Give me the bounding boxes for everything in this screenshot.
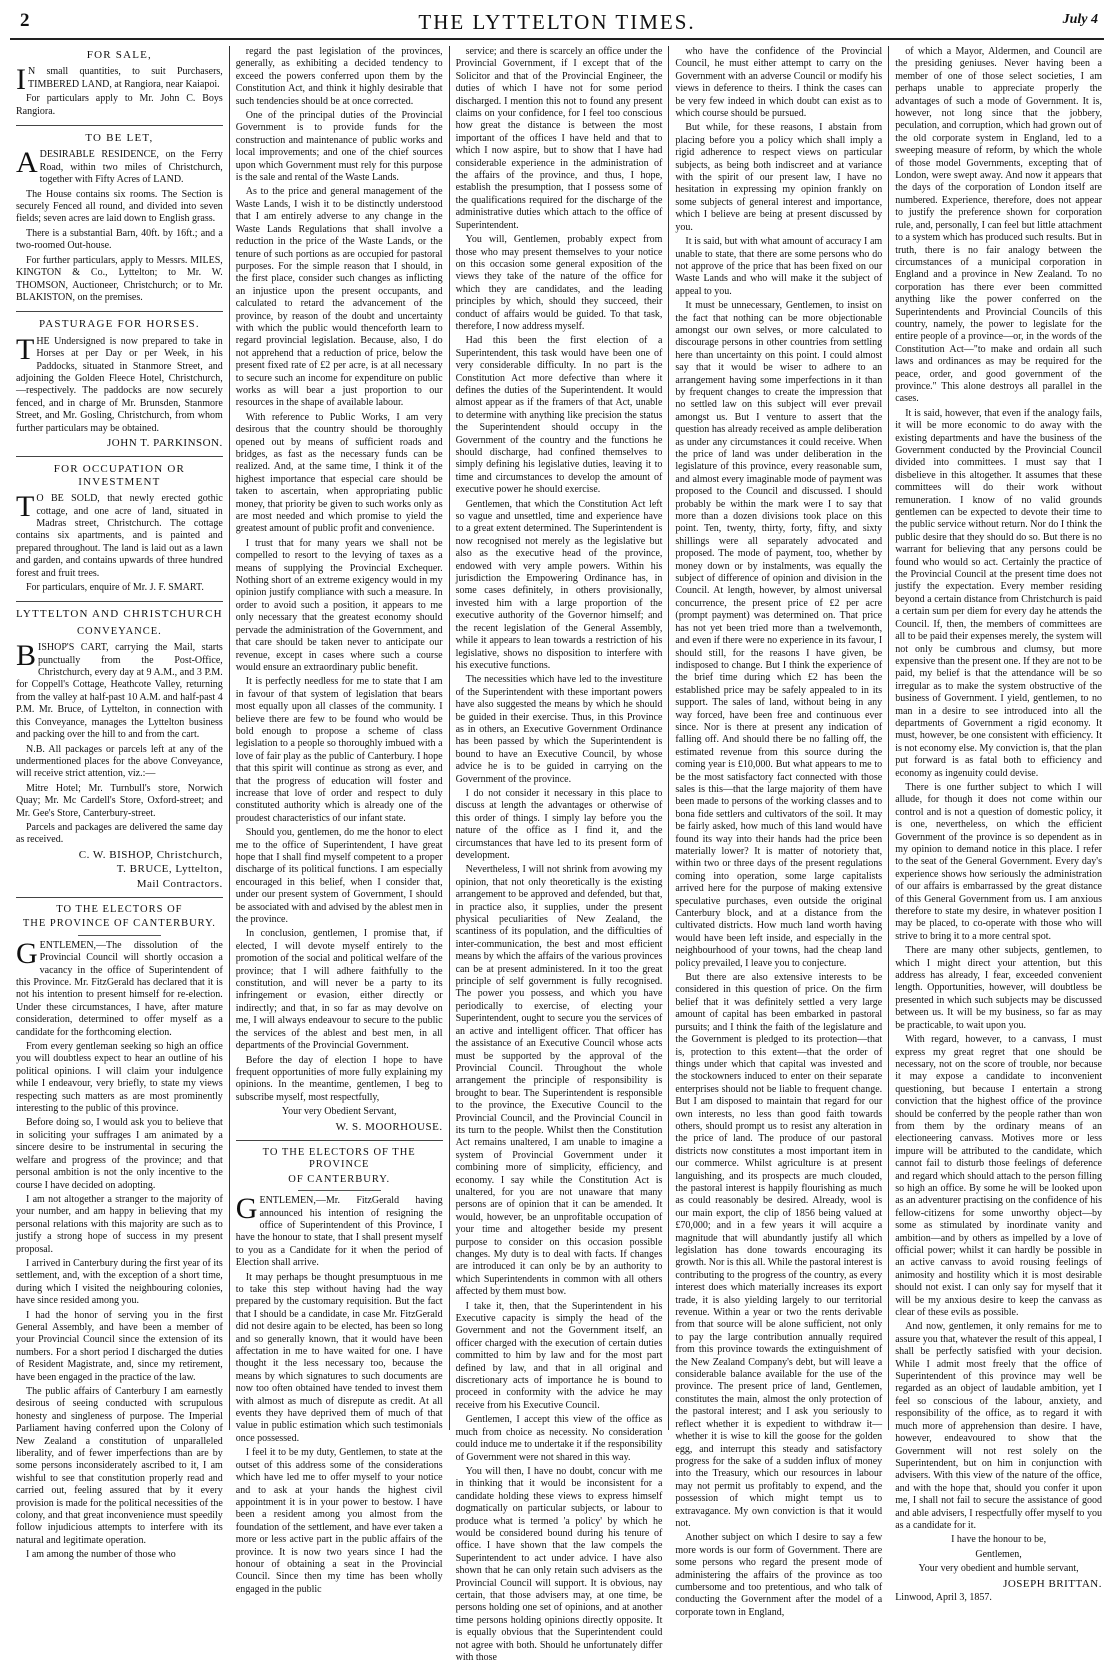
article-paragraph: It is said, but with what amount of accuracy I am unable to state, that there are some persons who do not approve of the price that has been fixed on our Waste Lands and who will make it the subject of appeal to you.	[675, 236, 883, 297]
ad-signature: JOHN T. PARKINSON.	[107, 436, 223, 449]
article-paragraph: Before doing so, I would ask you to believe that in soliciting your suffrages I am animated by a sincere desire to be instrumental in securing the welfare and progress of the province; and that personal ambition is not the only incentive to the course I have decided on adopting.	[16, 1117, 223, 1191]
article-paragraph: But there are also extensive interests to be considered in this question of price. On the firm belief that it was definitely settled a very large amount of capital has been embarked in pastoral pursuits; and I think the faith of the legislature and the Government is pledged to its protection—that is, protection to this extent—that the order of things under which that capital was invested and the stockowners induced to enter on their separate enterprises should not be liable to frequent change. But I am disposed to maintain that regard for our own interests, no less than good faith towards others, should prompt us to resist any alteration in the price of land. The produce of our pastoral districts now constitutes a most important item in our commerce. Whilst agriculture is at present languishing, and its prospects are much clouded, the pastoral interest is happily flourishing as much as could reasonably be desired. Already, wool is our main export, the clip of 1856 being valued at £70,000; and in a few years it will acquire a magnitude that will abundantly justify all which legislation has done towards encouraging its growth. Nor is this all. While the pastoral interest is contributing to the progress of the country, as every interest does which materially increases its export trade, it is also yielding largely to our territorial revenue. Within a year or two the rents derivable from that source will be alone sufficient, not only to pay the large contribution annually required from this province towards the extinguishment of the New Zealand Company's debt, but will leave a considerable balance available for the use of the province. The present price of land, Gentlemen, constitutes the main, almost the only protection of the pastoral interest; and I ask you seriously to reflect whether it is expedient to withdraw it—whether it is wise to kill the goose for the golden egg, and interrupt this steady and satisfactory progress for the sake of a sudden influx of money into the Treasury, which our resources in labour may not permit us profitably to expend, and the possession of which might tempt us to extravagance. My own conviction is that it would not.	[675, 972, 883, 1529]
article-paragraph: You will, Gentlemen, probably expect from those who may present themselves to your notice on this occasion some general exposition of the views they take of the nature of the office for which they are candidates, and the leading principles by which, should they succeed, their conduct of affairs would be guided. To that task, therefore, I now address myself.	[455, 234, 663, 332]
article-paragraph: With regard, however, to a canvass, I must express my great regret that one should be necessary, not on the score of trouble, nor because it may expose a candidate to inconvenient questioning, but because I entertain a strong conviction that the highest office of the province should be conferred by the people rather than won from them by the ordinary means of an electioneering canvass. Motives more or less impure will be attributed to the candidate, which cannot fail to disturb those feelings of deference and regard which should attach to the person filling so high an office. By some he will be looked upon as an adventurer practising on the confidence of his fellow-citizens for some unworthy object—by some as stimulated by inordinate vanity and ambition—and by others as impelled by a love of official power; whilst it can hardly be possible in an active canvass to avoid rousing feelings of animosity and hostility which it is most desirable should not exist. I can only say for myself that it will be my anxious desire to keep the canvass as clear of these evils as possible.	[895, 1034, 1102, 1319]
article-dateline: Linwood, April 3, 1857.	[895, 1591, 992, 1603]
article-paragraph: You will then, I have no doubt, concur with me in thinking that it would be inconsistent for a candidate holding these views to express himself dogmatically on particular subjects, or labour to produce what is termed 'a policy' by which he would be considered bound during his tenure of office. I have shown that the law compels the Superintendent to act under advice. I have also shown that he can only retain such advisers as the Provincial Council will support. It is obvious, nay certain, that those advisers may, at one time, be persons holding one set of opinions, and at another time persons holding opinions directly opposite. It is equally obvious that the Superintendent could not agree with both. Should he unfortunately differ with those	[455, 1465, 663, 1663]
article-heading: THE PROVINCE OF CANTERBURY.	[22, 918, 216, 930]
ad-text: BISHOP'S CART, carrying the Mail, starts punctually from the Post-Office, Christchurch, every day at 9 A.M., and 3 P.M. for Coppell's Cottage, Heathcote Valley, returning from the valley at half-past 10 A.M. and half-past 4 P.M. Mr. Bruce, of Lyttelton, in connection with this Conveyance, manages the Lyttelton business and packing over the hill to and from the cart.	[16, 639, 223, 741]
article-heading: OF CANTERBURY.	[288, 1173, 391, 1185]
ad-to-be-let	[16, 132, 223, 312]
article-paragraph: As to the price and general management of the Waste Lands, I wish it to be distinctly understood that I am entirely adverse to any change in the Waste Lands Regulations that shall involve a reduction in the price of the Waste Lands, or the tenure of such portions as are occupied for pastoral purposes. For the simple reason that I should, in the first place, consider such changes as inflicting an injustice upon the present occupants, and calculated to retard the advancement of the province, by reason of the doubt and uncertainty with which the public would thenceforth learn to regard provincial legislation. Because, also, I do not apprehend that a reduction of price, below the present fixed rate of £2 per acre, is at all necessary to secure such an income for expenditure on public works as will bear a just proportion to our resources in the shape of available labour.	[235, 186, 443, 409]
ad-conveyance	[16, 608, 223, 898]
article-paragraph: of which a Mayor, Aldermen, and Council are the presiding geniuses. Never having been a member of one of those select societies, I am perhaps unable to appreciate properly the advantages of such a mode of Government. It is, however, not long since that the jobbery, peculation, and corruption, which had grown out of the old corporate system in England, led to a sweeping measure of reform, by which the whole of those model Governments, excepting that of London, were swept away. And now it appears that the days of the corporation of London itself are numbered. Experience, therefore, does not appear to justify the preference shown for corporation rule, and, personally, I can feel but little attachment to a system which has produced such results. But in truth, there is no fair analogy between the circumstances of a municipal corporation in England and a province in New Zealand. To no corporation has there ever been committed anything like the power conferred on the Superintendents and Provincial Councils of this country, namely, the power to legislate for the entire people of a province—or, in the words of the Constitution Act—"to make and ordain all such laws and ordinances as may be required for the peace, order, and good government of the province." This alone destroys all parallel in the cases.	[895, 46, 1102, 405]
article-closing: Gentlemen,	[975, 1548, 1022, 1560]
article-paragraph: Should you, gentlemen, do me the honor to elect me to the office of Superintendent, I have great hope that I shall find myself competent to a proper discharge of its political functions. I am especially encouraged in this belief, when I consider that, under our present system of Government, I should be associated with and advised by the ablest men in the province.	[235, 827, 443, 926]
article-closing: I have the honour to be,	[951, 1534, 1047, 1546]
issue-date: July 4	[1062, 12, 1098, 27]
ad-text: The House contains six rooms. The Section is securely Fenced all round, and divided into seven fields; seven acres are laid down to English grass.	[16, 188, 223, 225]
article-paragraph: It is said, however, that even if the analogy fails, it will be more economic to do away with the existing departments and have the business of the Government conducted by the Provincial Council divided into committees. I must say that I disbelieve in this altogether. It assumes that these committees will do their work without remuneration. I know of no valid grounds gentlemen can be expected to devote their time to the public service without return. Nor do I think the public desire that they should do so. But there is no warrant for believing that any persons could be found who would so act. Certainly the practice of the Provincial Council at the present time does not justify the expectation. Every member residing beyond a certain distance from Christchurch is paid a certain sum per diem for every day he attends the Council. If, then, the members of committees are all to be paid their expenses merely, the system will not only be cumbrous and clumsy, but more expensive than the present one. If they are not to be paid, my belief is that the attendance will be so irregular as to make the system obstructive of the business of Government. I yield, gentlemen, to no man in a desire to see introduced into all the departments of Government a rigid economy. It must, however, be one consistent with efficiency. It is not economy else. My conviction is, that the plan put forward is as fatal both to efficiency and economy as ingenuity could devise.	[895, 407, 1102, 779]
article-paragraph: regard the past legislation of the provinces, generally, as exhibiting a decided tendency to exceed the powers conferred upon them by the Constitution Act, and think it highly desirable that such tendencies should be at once corrected.	[235, 46, 443, 107]
article-paragraph: With reference to Public Works, I am very desirous that the country should be thoroughly opened out by means of sufficient roads and bridges, as fast as the necessary funds can be realized. And, at the same time, I think it of the highest importance that especial care should be taken to ascertain, when appropriating public money, that priority be given to such works only as are most needed and which promise to yield the greatest amount of public profit and convenience.	[235, 411, 443, 535]
article-paragraph: It must be unnecessary, Gentlemen, to insist on the fact that nothing can be more objectionable amongst our own selves, or more calculated to discourage persons in other countries from settling here than uncertainty on this point. I could almost say that it would be wiser to adhere to an arrangement having some imperfections in it than by frequent changes to create the impression that no settled law on this subject will ever prevail amongst us. But I venture to assert that the question has already received as ample deliberation as under any circumstances it could receive. When the price of land was under deliberation in the legislature of this province, every reasonable sum, and almost every imaginable mode of payment was proposed to the Council and discussed. I should probably be within the mark were I to say that more than a dozen divisions took place on this point. Ten, twenty, thirty, forty, fifty, and sixty shillings were all separately advocated and proposed. The mode of payment, too, whether by money down or by instalments, was equally the subject of difference of opinion and division in the Council. At length, however, by almost universal concurrence, the present price of £2 per acre (prompt payment) was determined on. That price has not yet been tried more than a twelvemonth, and even if there were no experience in its favour, I should still, for the reasons I have given, be indisposed to change. But I think the experience of the brief time during which £2 has been the established price may be safely appealed to in its support. The sales of land, without being in any way forced, have been free and continuous ever since. Nor is there at present any indication of falling off. And should there be no falling off, the estimated revenue from this source during the coming year is £10,000. But what appears to me to be the most satisfactory fact connected with those sales is this—that the large majority of them have been made to persons of the working classes and to bona fide settlers and cultivators of the soil. It may be fairly asked, how much of this land would have found its way into their hands had the price been materially lower? It is matter of notoriety that, within two or three days of the present regulations coming into operation, some large capitalists arrived here for the purpose of making extensive speculative purchases, even outside the original Canterbury block, and at a distance from the cultivated districts. How much land worth having would have been left inside, and especially in the neighbourhood of your towns, had the cheap land policy prevailed, I leave you to conjecture.	[675, 300, 883, 969]
ad-heading: PASTURAGE FOR HORSES.	[38, 318, 200, 331]
newspaper-title: THE LYTTELTON TIMES.	[418, 10, 696, 34]
divider	[298, 1190, 381, 1191]
article-paragraph: I am among the number of those who	[26, 1549, 176, 1561]
article-paragraph: Before the day of election I hope to have frequent opportunities of more fully explaining my opinions. In the meantime, gentlemen, I beg to subscribe myself, most respectfully,	[235, 1054, 443, 1103]
article-paragraph: There is one further subject to which I will allude, for though it does not come within our control and is not a question of domestic policy, it is one, nevertheless, on which the efficient Government of the province is so dependent as in my opinion to demand notice in this place. I refer to the seat of the General Government. Every day's experience shows how seriously the administration of our affairs is embarrassed by the great distance of this General Government from us. I am anxious therefore to state my desire, in whatever position I may be placed, to co-operate with those who will strive to bring it to a more central spot.	[895, 781, 1102, 942]
ad-occupation	[16, 463, 223, 602]
ad-pasturage	[16, 318, 223, 457]
ad-text: N.B. All packages or parcels left at any of the undermentioned places for the above Conveyance, will receive strict attention, viz.:—	[16, 743, 223, 780]
article-paragraph: Nevertheless, I will not shrink from avowing my opinion, that not only theoretically is the existing arrangement to be approved and defended, but that, in practice also, it supplies, under the present physical peculiarities of New Zealand, the scantiness of its population, and the difficulties of inter-communication, the best and most efficient means by which the affairs of the various provinces can be at present administered. In it too the great principle of self government is fully recognised. The power you possess, and which you have periodically to exercise, of electing your Superintendent, ought to secure you the services of an active and intelligent officer. That officer has the assistance of an Executive Council whose acts must be supported by the approval of the Provincial Council. Throughout the whole arrangement the principle of responsibility is brought to bear. The Superintendent is responsible to the province, the Executive Council to the Provincial Council, and the Provincial Council in its turn to the people. Whilst then the Constitution Act remains unaltered, I am unable to imagine a system of Provincial Government under it combining more of simplicity, efficiency, and economy. I say while the Constitution Act is unaltered, for you are not unaware that many persons are of opinion that it can be amended. It would, however, be an unprofitable occupation of your time and altogether beside my present purpose to consider on this occasion possible changes. My duty is to deal with facts. If changes are introduced it can only be by an authority to which Superintendents in common with all others affected by them must bow.	[455, 864, 663, 1298]
article-paragraph: I do not consider it necessary in this place to discuss at length the advantages or otherwise of this order of things. I simply lay before you the nature of the office as I find it, and the circumstances that have led to its present form of development.	[455, 787, 663, 861]
article-closing: Your very obedient and humble servant,	[918, 1563, 1079, 1575]
address-brittan-start	[236, 1147, 443, 1603]
article-paragraph: It may perhaps be thought presumptuous in me to take this step without having had the way prepared by the customary requisition. But the fact that I should be a candidate, in case Mr. FitzGerald did not desire again to be elected, has been so long and so generally known, that it would have been affectation in me to have waited for one. I have thought it the less necessary too, because the means by which signatures to such documents are now too often obtained have tended to invest them with almost as much of disrepute as credit. At all events they have deprived them of much of that value in public estimation which such testimonials once possessed.	[235, 1271, 443, 1444]
ad-text: For particulars apply to Mr. John C. Boys Rangiora.	[16, 93, 223, 117]
article-paragraph: But while, for these reasons, I abstain from placing before you a policy which shall imply a rigid adherence to respect views on particular subjects, as being both indiscreet and at variance with the spirit of our present law, I have no hesitation in expressing my opinion frankly on some subjects of general interest and importance, which I believe are being at present discussed by you.	[675, 122, 883, 233]
article-paragraph: I feel it to be my duty, Gentlemen, to state at the outset of this address some of the considerations which have led me to offer myself to your notice and to ask at your hands the highest civil appointment it is in your power to bestow. I have been a resident among you almost from the foundation of the settlement, and have ever taken a more or less active part in the public affairs of the province. It is now two years since I had the honour of obtaining a seat in the Provincial Council. Since then my time has been wholly engaged in the public	[235, 1447, 443, 1595]
article-paragraph: There are many other subjects, gentlemen, to which I might direct your attention, but this address has already, I fear, exceeded convenient length. Opportunities, however, will doubtless be presented in which such subjects may be discussed between us. It will be my business, so far as may be practicable, to wait upon you.	[895, 945, 1102, 1031]
ad-text: ADESIRABLE RESIDENCE, on the Ferry Road, within two miles of Christchurch, together with Fifty Acres of LAND.	[16, 146, 223, 186]
ad-text: For particulars, enquire of Mr. J. F. SMART.	[26, 582, 204, 594]
article-paragraph: I trust that for many years we shall not be compelled to resort to the levying of taxes as a means of supplying the Provincial Exchequer. Nothing short of an extreme exigency would in my opinion justify compliance with such a measure. In order to avoid such a position, it appears to me only necessary that the greatest economy should pervade the administration of the Government, and that care should be taken never to anticipate our revenue, except in cases where such a course would ensure an extraordinary public benefit.	[235, 537, 443, 673]
article-heading: TO THE ELECTORS OF	[56, 903, 183, 915]
ad-text: For further particulars, apply to Messrs. MILES, KINGTON & Co., Lyttelton; to Mr. W. THOMSON, Auctioneer, Christchurch; or to Mr. BLAKISTON, on the premises.	[16, 254, 223, 303]
ad-signature: T. BRUCE, Lyttelton,	[116, 863, 223, 876]
address-moorhouse-start	[16, 904, 223, 1569]
article-paragraph: Had this been the first election of a Superintendent, this task would have been one of very considerable difficulty. In no part is the Constitution Act more defective than where it defines the duties of the Superintendent. It would almost appear as if the framers of that Act, unable to determine with anything like precision the status the Superintendent should occupy in the Government of the country and the functions he should discharge, had confined themselves to simply defining his legislative duties, leaving it to time and circumstances to develop the amount of executive power he should exercise.	[455, 335, 663, 496]
ad-text: IN small quantities, to suit Purchasers, TIMBERED LAND, at Rangiora, near Kaiapoi.	[16, 63, 223, 97]
article-paragraph: who have the confidence of the Provincial Council, he must either attempt to carry on the Government with an adverse Council or modify his views in deference to theirs. I think the cases can be very few indeed in which doubt can exist as to which course should be pursued.	[675, 46, 883, 120]
article-heading: TO THE ELECTORS OF THE PROVINCE	[262, 1146, 416, 1171]
article-paragraph: GENTLEMEN,—Mr. FitzGerald having announced his intention of resigning the office of Superintendent of this Province, I have the honour to state, that I shall present myself to you as a Candidate for it when the period of Election shall arrive.	[235, 1192, 443, 1269]
page-number: 2	[20, 10, 30, 31]
article-signature: W. S. MOORHOUSE.	[335, 1120, 443, 1133]
column-4	[669, 46, 889, 1618]
article-paragraph: service; and there is scarcely an office under the Provincial Government, if I except that of the Solicitor and that of the Provincial Engineer, the duties of which I have not for some period discharged. I mention this not to found any present claims on your confidence, for I feel too conscious how great the distance is between the most important of the offices I have held and that to which I now aspire, but to show that I have had considerable experience in the administration of the affairs of the province, and thus, I hope, establish the presumption, that I possess some of the qualifications required for the discharge of the administrative duties which attach to the office of Superintendent.	[455, 46, 663, 231]
article-paragraph: Another subject on which I desire to say a few more words is our form of Government. There are some persons who regard the present mode of administering the affairs of the province as too cumbersome and too pretentious, and who talk of conducting the Government after the model of a corporate town in England,	[675, 1532, 883, 1618]
ad-text: THE Undersigned is now prepared to take in Horses at per Day or per Week, in his Paddocks, situated in Stanmore Street, and adjoining the Golden Fleece Hotel, Christchurch,—respectively. The paddocks are now securely fenced, and in charge of Mr. Brunsden, Stanmore Street, and Mr. Gosling, Christchurch, from whom further particulars may be obtained.	[16, 332, 223, 434]
ad-for-sale	[16, 49, 223, 126]
column-1	[10, 46, 230, 1561]
article-paragraph: I am not altogether a stranger to the majority of your number, and am happy in believing that my personal relations with this majority are such as to justify a strong hope of success in my present proposal.	[16, 1193, 223, 1255]
article-paragraph: The public affairs of Canterbury I am earnestly desirous of seeing conducted with scrupulous honesty and singleness of purpose. The Imperial Parliament having conferred upon the Colony of New Zealand a constitution of unparalleled liberality, and of fewer imperfections than are by some persons inconsiderately ascribed to it, I am wishful to see that constitution properly read and carried out, feeling assured that by it every provision is made for the political necessities of the colony, and that great inconvenience must speedily follow injudicious attempts to interfere with its natural and legitimate operation.	[16, 1386, 223, 1546]
column-3	[450, 46, 670, 1663]
ad-heading: TO BE LET,	[85, 132, 154, 145]
article-paragraph: The necessities which have led to the investiture of the Superintendent with these important powers have also suggested the means by which he should be guided in their exercise. Thus, in this Province as in others, an Executive Government Ordinance has been passed by which the Superintendent is bound to have an Executive Council, by whose advice he is to be guided in carrying on the Government of the province.	[455, 674, 663, 785]
article-paragraph: Gentlemen, I accept this view of the office as much from choice as necessity. No consideration could induce me to undertake it if the responsibility of Government were not shared in this way.	[455, 1414, 663, 1463]
article-closing: Your very Obedient Servant,	[281, 1106, 397, 1118]
article-paragraph: And now, gentlemen, it only remains for me to assure you that, whatever the result of this appeal, I shall be perfectly satisfied with your decision. While I admit most freely that the office of Superintendent of this province may well be regarded as an object of laudable ambition, yet I feel so conscious of the labour, anxiety, and responsibility of the office, as to regard it with much more of apprehension than desire. I have, however, endeavoured to show that the Government will not rest solely on the Superintendent, but on him in conjunction with advisers. With this view of the nature of the office, and with the hope that, should you confer it upon me, I shall not fail to secure the assistance of good and able advisers, I respectfully offer myself to you as a candidate for it.	[895, 1321, 1102, 1531]
ad-heading: LYTTELTON AND CHRISTCHURCH	[16, 608, 223, 621]
article-paragraph: I had the honor of serving you in the first General Assembly, and have been a member of your Provincial Council since the extension of its numbers. For a short period I discharged the duties of Resident Magistrate, and, since my retirement, have been engaged in the practice of the law.	[16, 1309, 223, 1383]
ad-subheading: CONVEYANCE.	[77, 625, 162, 637]
column-2	[230, 46, 450, 1595]
article-paragraph: I take it, then, that the Superintendent in his Executive capacity is simply the head of the Government and not the Government itself, an officer charged with the execution of certain duties committed to him by law and for the most part defined by law, and that in all original and discretionary acts of importance he is bound to proceed in conformity with the advice he may receive from his Executive Council.	[455, 1300, 663, 1411]
article-paragraph: Gentlemen, that which the Constitution Act left so vague and unsettled, time and experience have to a great extent determined. The Superintendent is now recognised not merely as the legislative but also as the executive head of the province, endowed with very ample powers. Within his jurisdiction the Empowering Ordinance has, in some cases definitely, in others provisionally, invested him with a large proportion of the executive authority of the Governor himself; and the recent legislation of the General Assembly, while it appears to lean towards a restriction of his legislative, shows no disposition to interfere with his executive functions.	[455, 498, 663, 671]
columns	[10, 46, 1108, 1663]
column-5	[889, 46, 1108, 1603]
article-paragraph: From every gentleman seeking so high an office you will doubtless expect to hear an outline of his political opinions. I will claim your indulgence while I endeavour, very briefly, to state my views respecting such matters as are most prominently interesting to the public of this province.	[16, 1041, 223, 1115]
article-paragraph: In conclusion, gentlemen, I promise that, if elected, I will devote myself entirely to the promotion of the social and political welfare of the province; that I will adhere faithfully to the constitution, and will never be a party to its infringement or evasion, either directly or indirectly; and that, in so far as may devolve on me, I will always endeavour to secure to the public the services of the ablest and best men, in all departments of the Provincial Government.	[235, 928, 443, 1052]
article-paragraph: One of the principal duties of the Provincial Government is to provide funds for the construction and maintenance of public works and local improvements; and one of the chief sources upon which Government must rely for this purpose is the sale and rental of the Waste Lands.	[235, 110, 443, 184]
article-signature: JOSEPH BRITTAN.	[1003, 1577, 1102, 1590]
ad-text: There is a substantial Barn, 40ft. by 16ft.; and a two-roomed Out-house.	[16, 227, 223, 252]
article-paragraph: I arrived in Canterbury during the first year of its settlement, and, with the exception of a short time, during which I visited the neighbouring colonies, have since resided among you.	[16, 1257, 223, 1307]
article-paragraph: GENTLEMEN,—The dissolution of the Provincial Council will shortly occasion a vacancy in the office of Superintendent of this Province. Mr. FitzGerald has declared that it is not his intention to present himself for re-election. Under these circumstances, I have, after mature consideration, determined to offer myself as a candidate for the forthcoming election.	[16, 936, 223, 1038]
address-moorhouse-cont	[236, 46, 443, 1141]
ad-text: TO BE SOLD, that newly erected gothic cottage, and one acre of land, situated in Madras street, Christchurch. The cottage contains six apartments, and is painted and prepared throughout. The land is laid out as a lawn and garden, and contains upwards of three hundred forest and fruit trees.	[16, 490, 223, 579]
masthead	[10, 4, 1104, 40]
ad-signature: C. W. BISHOP, Christchurch,	[78, 848, 223, 861]
ad-heading: FOR OCCUPATION OR INVESTMENT	[53, 463, 186, 488]
ad-text: Parcels and packages are delivered the same day as received.	[16, 821, 223, 846]
ad-heading: FOR SALE,	[86, 49, 152, 61]
ad-signature: Mail Contractors.	[136, 877, 223, 890]
article-paragraph: It is perfectly needless for me to state that I am in favour of that system of legislation that bears most equally upon all classes of the community. I believe there are few to be found who would be bold enough to propose a scheme of class legislation to a people so thoroughly imbued with a love of fair play as the public of Canterbury. I hope that this spirit will continue as strong as ever, and that the progress of education will foster and increase that love of order and respect to duly constituted authority which is already one of the proudest characteristics of our infant state.	[235, 676, 443, 824]
ad-text: Mitre Hotel; Mr. Turnbull's store, Norwich Quay; Mr. Mc Cardell's Store, Oxford-street; and Mr. Gee's Store, Canterbury-street.	[16, 782, 223, 819]
divider	[78, 935, 161, 936]
